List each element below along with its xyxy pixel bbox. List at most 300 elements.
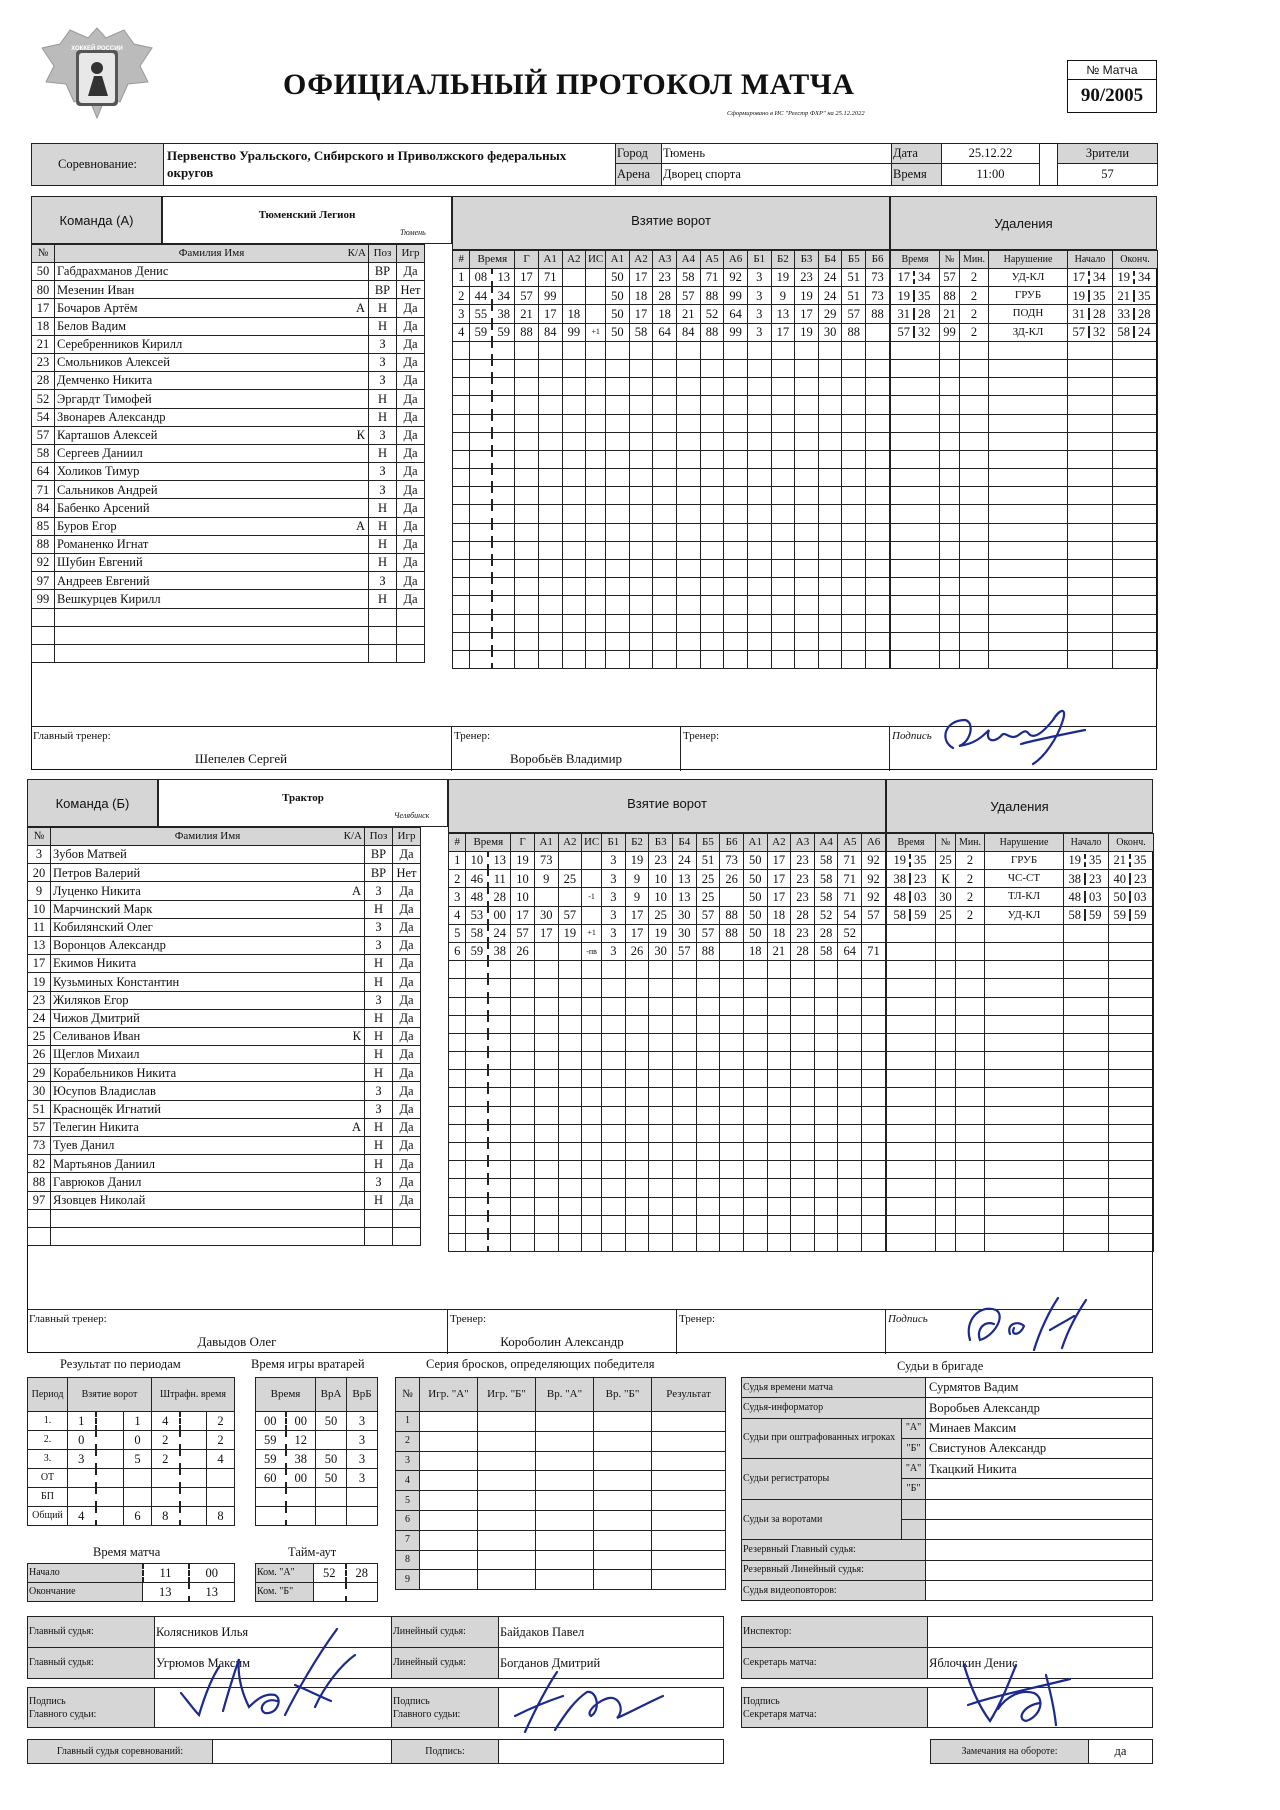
goal-cell xyxy=(672,1070,696,1088)
goal-cell xyxy=(771,614,795,632)
shootout-cell xyxy=(420,1412,478,1432)
goal-cell xyxy=(582,1033,602,1051)
team-b-city: Челябинск xyxy=(394,811,430,820)
goal-row xyxy=(449,906,886,924)
goal-cell: 50 xyxy=(743,870,767,888)
goal-cell xyxy=(449,1015,466,1033)
penalty-row xyxy=(887,924,1154,942)
goal-cell: 28 xyxy=(653,287,677,305)
shootout-title: Серия бросков, определяющих победителя xyxy=(426,1357,655,1371)
penalty-time xyxy=(891,596,940,614)
penalty-end: 19 34 xyxy=(1113,269,1158,287)
player-pos: З xyxy=(369,463,397,481)
penalty-time xyxy=(887,997,936,1015)
penalty-player xyxy=(940,469,960,487)
goal-cell xyxy=(625,997,649,1015)
penalty-player xyxy=(940,414,960,432)
timeout-a-s: 28 xyxy=(346,1564,378,1583)
spectators-label: Зрители xyxy=(1058,144,1158,164)
period-pen-b: 8 xyxy=(207,1507,235,1526)
goal-row xyxy=(449,1070,886,1088)
goal-cell xyxy=(838,1124,862,1142)
goal-cell xyxy=(625,1215,649,1233)
head-coach-label: Главный тренер: xyxy=(33,730,111,742)
goal-cell xyxy=(696,1088,720,1106)
goalie-row xyxy=(256,1507,378,1526)
goal-cell: 59 xyxy=(470,323,492,341)
shootout-cell xyxy=(536,1451,594,1471)
goal-cell: 88 xyxy=(700,323,724,341)
sig-main-value xyxy=(155,1688,392,1728)
goal-cell xyxy=(466,1088,488,1106)
official-name xyxy=(926,1499,1153,1519)
goal-cell xyxy=(470,560,492,578)
goal-cell xyxy=(466,1033,488,1051)
official-side: "Б" xyxy=(902,1438,926,1458)
match-end-m: 13 xyxy=(189,1583,235,1602)
goal-cell xyxy=(767,1015,791,1033)
goal-cell xyxy=(466,1143,488,1161)
penalty-player xyxy=(936,1179,956,1197)
player-played: Да xyxy=(393,900,421,918)
goal-cell xyxy=(818,523,842,541)
goal-cell: 3 xyxy=(453,305,470,323)
shootout-no: 4 xyxy=(396,1471,420,1491)
secretary-signature-table xyxy=(741,1687,1153,1728)
player-played xyxy=(397,608,425,626)
penalty-minutes xyxy=(960,505,989,523)
penalty-end xyxy=(1113,578,1158,596)
team-b-roster xyxy=(27,827,449,1246)
goal-cell xyxy=(747,596,771,614)
goalie-a: 50 xyxy=(316,1412,347,1431)
goal-cell: 29 xyxy=(818,305,842,323)
penalty-violation xyxy=(985,1033,1064,1051)
team-b-goals-title: Взятие ворот xyxy=(448,779,886,833)
penalty-time xyxy=(891,378,940,396)
penalty-player xyxy=(936,1161,956,1179)
official-side: "А" xyxy=(902,1418,926,1438)
penalty-time xyxy=(891,541,940,559)
goal-col-onice: А5 xyxy=(838,834,862,852)
player-number: 24 xyxy=(28,1009,51,1027)
goal-cell xyxy=(538,541,562,559)
penalty-time: 17 34 xyxy=(891,269,940,287)
goal-cell xyxy=(818,378,842,396)
player-played: Да xyxy=(397,463,425,481)
period-goals-sep xyxy=(96,1450,124,1469)
penalty-start xyxy=(1068,523,1113,541)
period-pen-a: 2 xyxy=(152,1431,180,1450)
goal-cell xyxy=(866,523,890,541)
goal-cell xyxy=(470,541,492,559)
shootout-cell xyxy=(536,1412,594,1432)
goal-cell xyxy=(470,578,492,596)
penalty-time xyxy=(891,614,940,632)
goal-cell xyxy=(511,997,535,1015)
goal-cell: 73 xyxy=(866,287,890,305)
pen-col-time: Время xyxy=(891,251,940,269)
player-row xyxy=(28,1227,449,1245)
goal-cell xyxy=(724,341,748,359)
penalty-time: 31 28 xyxy=(891,305,940,323)
goal-col-onice: Б4 xyxy=(672,834,696,852)
player-name: Бабенко Арсений xyxy=(55,499,369,517)
goal-cell xyxy=(743,1052,767,1070)
goal-cell: 9 xyxy=(625,870,649,888)
goal-cell xyxy=(538,487,562,505)
goal-cell xyxy=(492,469,514,487)
goal-cell xyxy=(606,523,630,541)
goal-cell: 26 xyxy=(511,942,535,960)
player-row xyxy=(28,936,449,954)
goal-cell xyxy=(492,650,514,668)
goal-cell xyxy=(838,1106,862,1124)
player-row xyxy=(32,499,453,517)
goal-cell: 71 xyxy=(700,269,724,287)
goal-cell: 19 xyxy=(511,852,535,870)
goal-cell xyxy=(602,1197,626,1215)
goal-cell: 28 xyxy=(488,888,510,906)
goal-cell xyxy=(747,632,771,650)
goal-col-a1: А1 xyxy=(534,834,558,852)
inspector-label: Инспектор: xyxy=(742,1617,928,1648)
goal-cell: 13 xyxy=(492,269,514,287)
penalty-start: 17 34 xyxy=(1068,269,1113,287)
goal-cell xyxy=(795,378,819,396)
penalty-minutes xyxy=(956,1215,985,1233)
goal-cell xyxy=(862,961,886,979)
player-played: Да xyxy=(393,1118,421,1136)
shootout-cell xyxy=(652,1510,726,1530)
penalty-end: 40 23 xyxy=(1109,870,1154,888)
player-played: Да xyxy=(397,499,425,517)
goal-cell xyxy=(795,560,819,578)
player-row xyxy=(32,281,453,299)
goal-cell xyxy=(818,505,842,523)
penalty-player xyxy=(940,487,960,505)
goal-cell xyxy=(743,1106,767,1124)
goal-cell xyxy=(511,1124,535,1142)
penalty-row xyxy=(887,1179,1154,1197)
goal-cell xyxy=(602,997,626,1015)
penalty-row xyxy=(887,1052,1154,1070)
city-value: Тюмень xyxy=(662,144,892,164)
official-role: Судья видеоповторов: xyxy=(742,1580,926,1600)
goal-col-onice: Б4 xyxy=(818,251,842,269)
shootout-no: 2 xyxy=(396,1431,420,1451)
goal-cell xyxy=(586,305,606,323)
penalty-minutes xyxy=(956,1143,985,1161)
player-name: Зубов Матвей xyxy=(51,846,365,864)
player-pos: З xyxy=(369,426,397,444)
goal-cell xyxy=(795,632,819,650)
player-row xyxy=(32,535,453,553)
goal-cell: 23 xyxy=(791,852,815,870)
player-number xyxy=(28,1209,51,1227)
player-played: Нет xyxy=(393,864,421,882)
player-row xyxy=(28,955,449,973)
player-name: Краснощёк Игнатий xyxy=(51,1100,365,1118)
player-played: Да xyxy=(393,1027,421,1045)
player-row xyxy=(32,517,453,535)
goal-cell: 71 xyxy=(538,269,562,287)
penalty-violation: ГРУБ xyxy=(989,287,1068,305)
goal-cell xyxy=(747,378,771,396)
goal-row xyxy=(453,596,890,614)
goal-cell: 30 xyxy=(672,906,696,924)
player-number: 57 xyxy=(28,1118,51,1136)
penalty-violation xyxy=(989,396,1068,414)
inspector-table xyxy=(741,1616,1153,1679)
goal-cell xyxy=(676,596,700,614)
goal-cell xyxy=(842,378,866,396)
penalty-row xyxy=(887,852,1154,870)
player-number: 3 xyxy=(28,846,51,864)
goal-row xyxy=(453,359,890,377)
goal-cell xyxy=(696,1052,720,1070)
goal-cell xyxy=(862,1179,886,1197)
goal-cell xyxy=(586,414,606,432)
period-label: 3. xyxy=(28,1450,68,1469)
player-played: Да xyxy=(397,353,425,371)
player-played: Да xyxy=(397,408,425,426)
goal-cell xyxy=(453,414,470,432)
penalty-player xyxy=(936,1143,956,1161)
player-row xyxy=(32,463,453,481)
goal-cell xyxy=(582,1143,602,1161)
goal-cell xyxy=(625,1143,649,1161)
shootout-cell xyxy=(536,1570,594,1590)
penalty-player xyxy=(936,1033,956,1051)
official-name: Свистунов Александр xyxy=(926,1438,1153,1458)
shootout-cell xyxy=(420,1451,478,1471)
penalty-player: К xyxy=(936,870,956,888)
goal-cell xyxy=(515,341,539,359)
penalty-start xyxy=(1064,997,1109,1015)
period-goals-a: 3 xyxy=(68,1450,96,1469)
penalty-player xyxy=(936,1070,956,1088)
goal-col-onice: Б6 xyxy=(720,834,744,852)
goal-row xyxy=(453,287,890,305)
goal-cell xyxy=(629,614,653,632)
penalty-time xyxy=(891,469,940,487)
goal-cell xyxy=(449,1161,466,1179)
shootout-cell xyxy=(536,1491,594,1511)
shootout-row xyxy=(396,1510,726,1530)
shootout-cell xyxy=(594,1451,652,1471)
goal-cell xyxy=(696,997,720,1015)
penalty-time xyxy=(887,1015,936,1033)
shootout-cell xyxy=(594,1471,652,1491)
goal-cell xyxy=(649,1106,673,1124)
coach2-label: Тренер: xyxy=(683,730,720,742)
goalie-min xyxy=(256,1507,286,1526)
goal-cell xyxy=(700,341,724,359)
goal-cell xyxy=(629,505,653,523)
goal-cell xyxy=(606,341,630,359)
goal-cell xyxy=(700,450,724,468)
goal-col-onice: А1 xyxy=(606,251,630,269)
penalty-player xyxy=(940,359,960,377)
goal-cell: 88 xyxy=(866,305,890,323)
goal-cell xyxy=(629,450,653,468)
shootout-cell xyxy=(536,1530,594,1550)
official-row xyxy=(742,1418,1153,1438)
player-number xyxy=(32,644,55,662)
official-row xyxy=(742,1398,1153,1418)
penalty-minutes: 2 xyxy=(956,870,985,888)
goal-cell: 50 xyxy=(606,323,630,341)
goal-cell xyxy=(696,1033,720,1051)
goal-cell xyxy=(492,359,514,377)
player-played: Да xyxy=(397,263,425,281)
player-name: Кузьминых Константин xyxy=(51,973,365,991)
goal-cell xyxy=(558,961,582,979)
goal-cell xyxy=(466,1015,488,1033)
goal-cell xyxy=(515,523,539,541)
goal-cell xyxy=(743,1179,767,1197)
player-pos: З xyxy=(369,572,397,590)
goal-cell xyxy=(700,396,724,414)
goal-cell: 57 xyxy=(862,906,886,924)
goal-cell xyxy=(492,578,514,596)
goal-cell: 88 xyxy=(515,323,539,341)
goal-cell xyxy=(838,1015,862,1033)
penalty-minutes xyxy=(956,1015,985,1033)
goal-cell: 13 xyxy=(771,305,795,323)
goal-cell xyxy=(842,578,866,596)
goalie-a xyxy=(316,1431,347,1450)
player-played: Да xyxy=(397,299,425,317)
goal-cell xyxy=(582,1015,602,1033)
goal-cell xyxy=(586,523,606,541)
goal-cell xyxy=(720,961,744,979)
penalty-violation xyxy=(985,1179,1064,1197)
penalty-player xyxy=(936,1088,956,1106)
player-played: Да xyxy=(393,1137,421,1155)
shootout-cell xyxy=(478,1471,536,1491)
timeout-a-m: 52 xyxy=(314,1564,346,1583)
goal-cell xyxy=(866,323,890,341)
period-pen-sep xyxy=(180,1507,207,1526)
shootout-cell xyxy=(536,1471,594,1491)
shootout-cell xyxy=(420,1530,478,1550)
penalty-end xyxy=(1113,523,1158,541)
goal-cell: -пв xyxy=(582,942,602,960)
goal-cell xyxy=(672,1215,696,1233)
penalty-violation: УД-КЛ xyxy=(989,269,1068,287)
goal-cell xyxy=(625,1033,649,1051)
penalty-violation xyxy=(985,979,1064,997)
shootout-cell xyxy=(594,1510,652,1530)
penalty-end xyxy=(1109,997,1154,1015)
pen-col-min: Мин. xyxy=(960,251,989,269)
player-name: Карташов Алексей К xyxy=(55,426,369,444)
goal-cell: 3 xyxy=(747,305,771,323)
goal-cell xyxy=(838,1233,862,1251)
player-played: Да xyxy=(397,317,425,335)
goal-cell xyxy=(538,505,562,523)
goal-cell xyxy=(511,1106,535,1124)
goal-cell: 50 xyxy=(743,906,767,924)
goal-cell xyxy=(449,1124,466,1142)
goal-cell xyxy=(862,1052,886,1070)
penalty-row xyxy=(891,469,1158,487)
player-name: Луценко Никита А xyxy=(51,882,365,900)
shootout-cell xyxy=(652,1570,726,1590)
goal-col-onice: Б2 xyxy=(625,834,649,852)
goal-cell xyxy=(653,632,677,650)
player-pos: Н xyxy=(365,1046,393,1064)
player-number: 13 xyxy=(28,936,51,954)
goal-cell: 57 xyxy=(558,906,582,924)
goal-cell xyxy=(724,396,748,414)
period-goals-b: 1 xyxy=(124,1412,152,1431)
goal-cell xyxy=(771,414,795,432)
goal-cell xyxy=(534,1233,558,1251)
player-number: 97 xyxy=(32,572,55,590)
goal-cell xyxy=(558,1106,582,1124)
goal-cell xyxy=(866,505,890,523)
player-pos: Н xyxy=(365,1009,393,1027)
goal-cell xyxy=(453,505,470,523)
goal-cell xyxy=(562,287,586,305)
goal-cell xyxy=(672,1143,696,1161)
goal-cell xyxy=(814,1179,838,1197)
goal-cell xyxy=(466,1106,488,1124)
goal-cell xyxy=(470,414,492,432)
penalty-minutes xyxy=(960,487,989,505)
goal-cell xyxy=(586,650,606,668)
player-name: Гаврюков Данил xyxy=(51,1173,365,1191)
goal-cell xyxy=(842,469,866,487)
goal-cell xyxy=(700,523,724,541)
player-number: 92 xyxy=(32,554,55,572)
penalty-end xyxy=(1113,414,1158,432)
goal-cell xyxy=(582,1233,602,1251)
penalty-minutes: 2 xyxy=(956,906,985,924)
penalty-player xyxy=(936,1215,956,1233)
goal-cell xyxy=(582,1070,602,1088)
official-name: Минаев Максим xyxy=(926,1418,1153,1438)
player-played: Да xyxy=(393,918,421,936)
player-row xyxy=(32,263,453,281)
penalty-violation xyxy=(985,1088,1064,1106)
goal-cell xyxy=(602,961,626,979)
goal-cell xyxy=(818,414,842,432)
goal-cell xyxy=(558,1179,582,1197)
penalty-row xyxy=(887,1161,1154,1179)
player-played xyxy=(397,644,425,662)
goal-cell xyxy=(606,378,630,396)
goal-cell: 25 xyxy=(558,870,582,888)
goal-cell xyxy=(842,596,866,614)
goal-cell xyxy=(676,469,700,487)
penalty-start xyxy=(1068,560,1113,578)
shootout-col: № xyxy=(396,1378,420,1412)
player-number: 30 xyxy=(28,1082,51,1100)
goalie-min: 59 xyxy=(256,1431,286,1450)
goal-cell xyxy=(724,505,748,523)
goal-cell xyxy=(629,632,653,650)
goal-cell xyxy=(676,432,700,450)
goalie-sec xyxy=(286,1507,316,1526)
goalie-b: 3 xyxy=(347,1431,378,1450)
periods-table xyxy=(27,1377,235,1526)
goal-cell xyxy=(538,432,562,450)
penalty-minutes: 2 xyxy=(956,852,985,870)
